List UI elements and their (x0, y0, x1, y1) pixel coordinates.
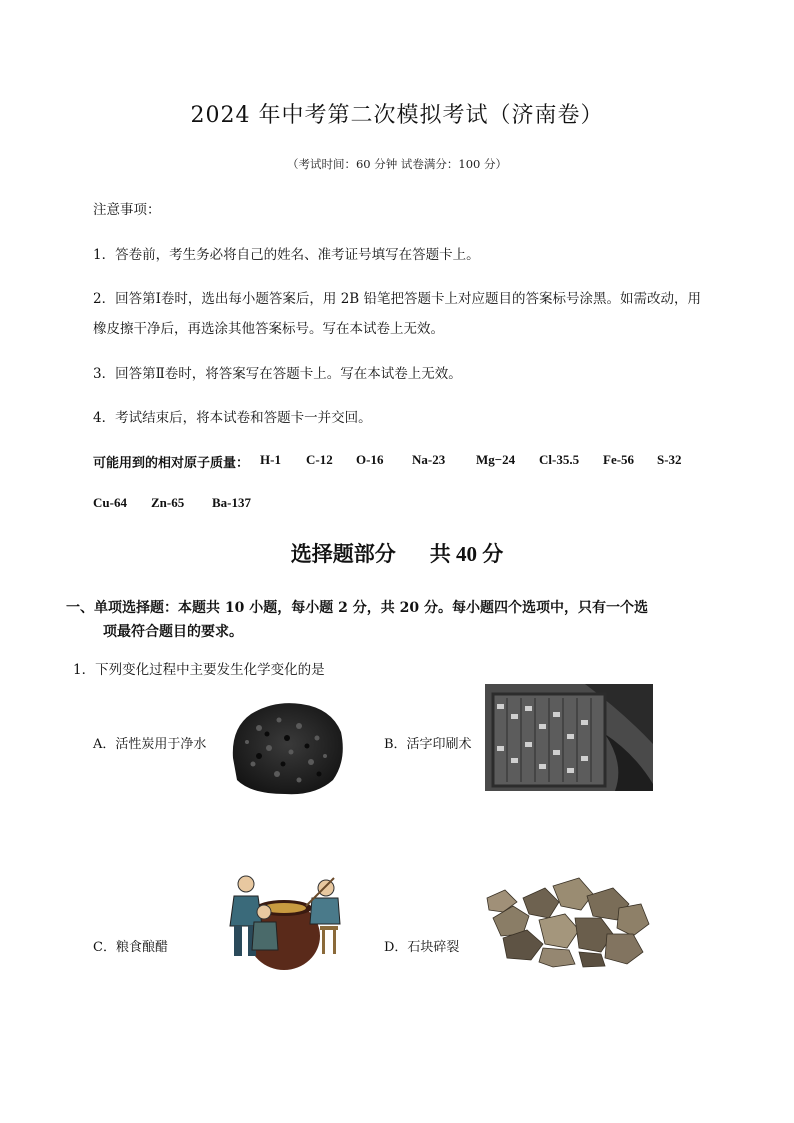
section-score: 共 40 分 (429, 542, 504, 566)
note-item-2: 2．回答第Ⅰ卷时，选出每小题答案后，用 2B 铅笔把答题卡上对应题目的答案标号涂黑。如需改动，用 (93, 291, 702, 307)
vinegar-brewing-image (216, 866, 352, 974)
option-a-label[interactable]: A．活性炭用于净水 (93, 737, 207, 752)
broken-stones-image (483, 868, 653, 968)
option-b-label[interactable]: B．活字印刷术 (384, 737, 472, 752)
atomic-mass-na: Na-23 (412, 452, 446, 467)
movable-type-printing-image (485, 684, 653, 791)
option-d-label[interactable]: D．石块碎裂 (384, 940, 460, 955)
section-name: 选择题部分 (290, 542, 396, 566)
question-1-stem: 1．下列变化过程中主要发生化学变化的是 (73, 662, 325, 678)
option-c-label[interactable]: C．粮食酿醋 (93, 940, 168, 955)
atomic-mass-h: H-1 (260, 452, 281, 467)
section-title (0, 538, 794, 568)
exam-info: （考试时间：60 分钟 试卷满分：100 分） (286, 157, 508, 171)
atomic-mass-ba: Ba-137 (212, 495, 251, 510)
page-title: 2024 年中考第二次模拟考试（济南卷） (190, 103, 604, 128)
atomic-mass-c: C-12 (306, 452, 333, 467)
notes-heading: 注意事项： (93, 202, 161, 218)
atomic-mass-cu: Cu-64 (93, 495, 127, 510)
atomic-mass-zn: Zn-65 (151, 495, 185, 510)
atomic-mass-cl: Cl-35.5 (539, 452, 580, 467)
part1-instructions-continued: 项最符合题目的要求。 (103, 624, 243, 640)
atomic-mass-mg: Mg−24 (476, 452, 516, 467)
atomic-mass-fe: Fe-56 (603, 452, 635, 467)
atomic-mass-s: S-32 (657, 452, 682, 467)
activated-carbon-image (229, 698, 346, 797)
note-item-3: 3．回答第Ⅱ卷时，将答案写在答题卡上。写在本试卷上无效。 (93, 366, 462, 382)
note-item-4: 4．考试结束后，将本试卷和答题卡一并交回。 (93, 410, 372, 426)
atomic-masses-label: 可能用到的相对原子质量： (93, 455, 250, 470)
note-item-1: 1．答卷前，考生务必将自己的姓名、准考证号填写在答题卡上。 (93, 247, 480, 263)
atomic-mass-o: O-16 (356, 452, 384, 467)
note-item-2-continued: 橡皮擦干净后，再选涂其他答案标号。写在本试卷上无效。 (93, 321, 444, 337)
part1-instructions: 一、单项选择题：本题共 10 小题，每小题 2 分，共 20 分。每小题四个选项中，只有一个选 (66, 600, 648, 616)
